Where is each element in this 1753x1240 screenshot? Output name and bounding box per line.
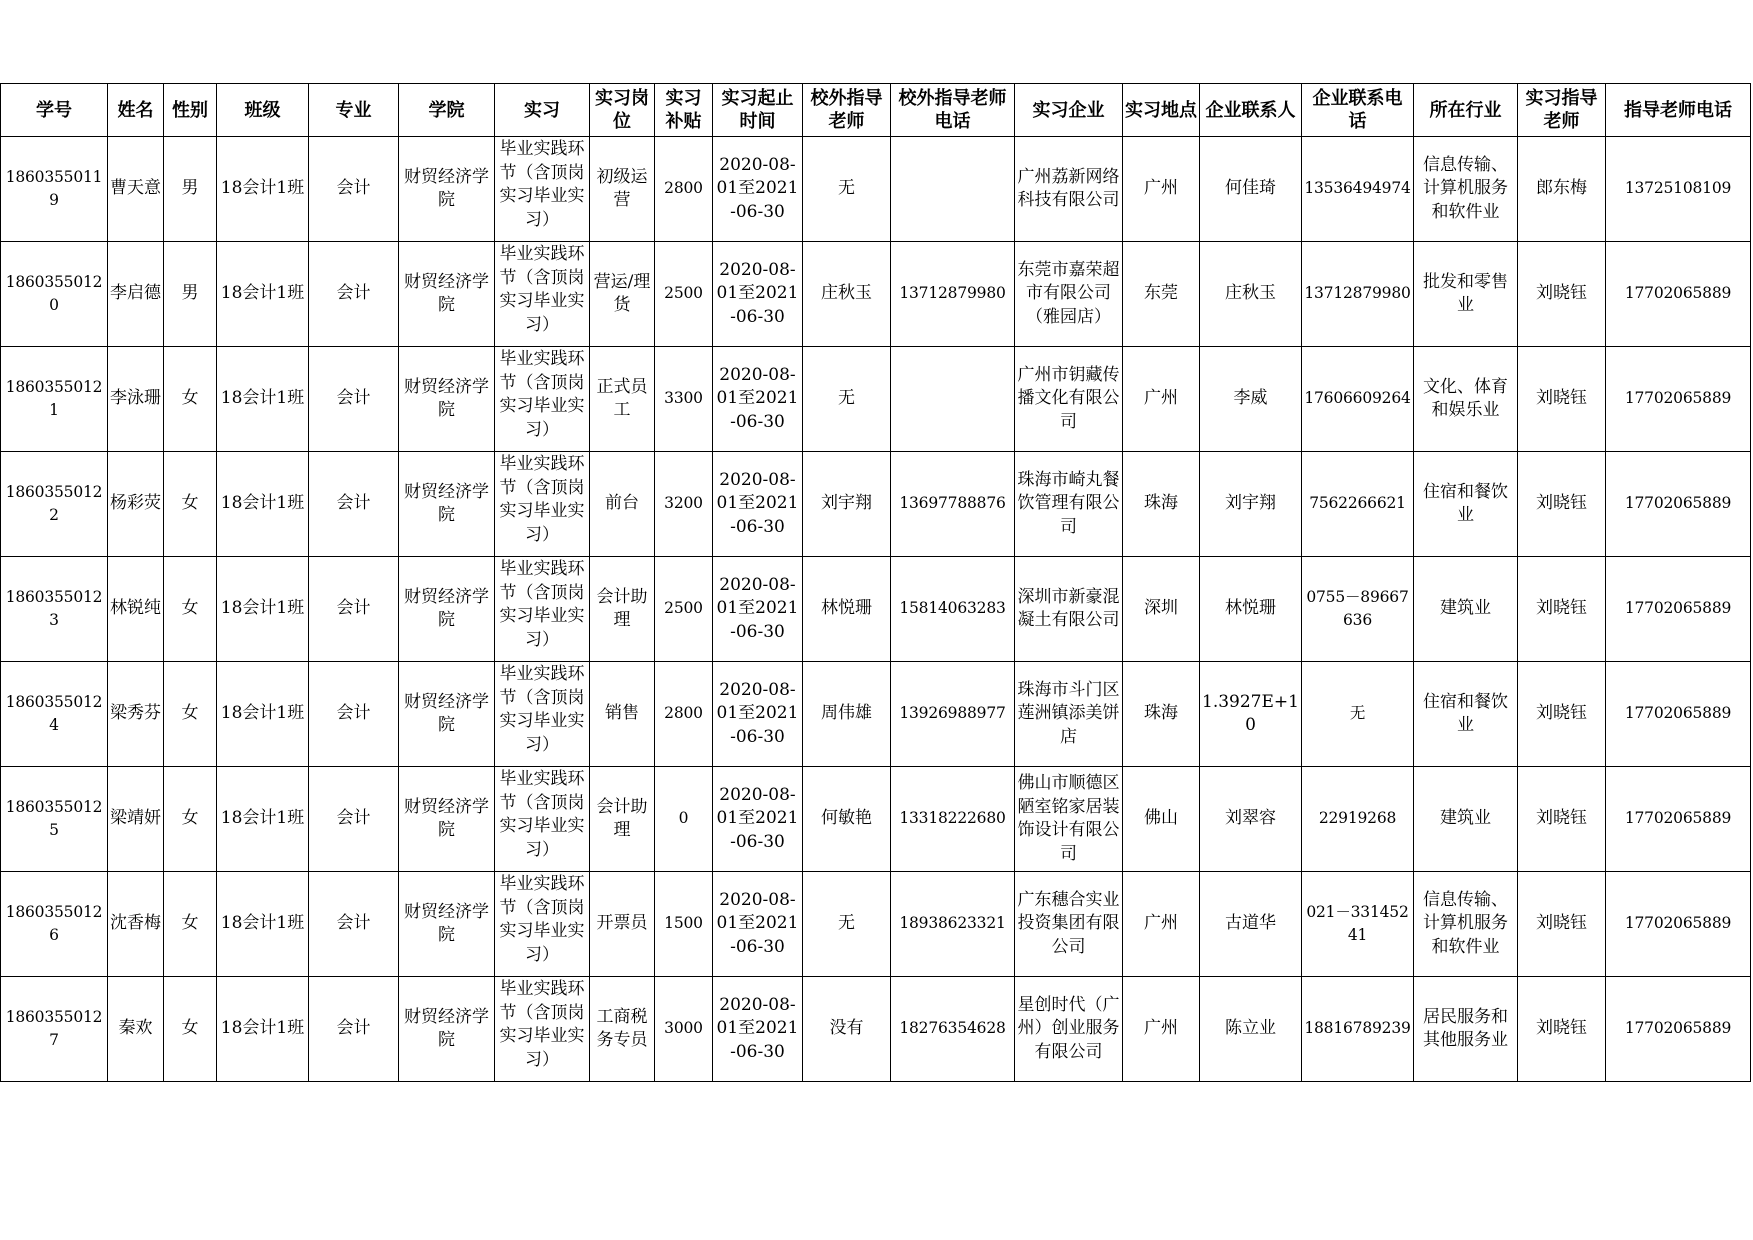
cell-instructor-phone: 17702065889 bbox=[1606, 242, 1751, 347]
cell-class: 18会计1班 bbox=[217, 452, 309, 557]
cell-subsidy: 2500 bbox=[655, 557, 713, 662]
cell-period: 2020-08-01至2021-06-30 bbox=[713, 767, 803, 872]
cell-internship-text: 毕业实践环节（含顶岗实习毕业实习） bbox=[499, 769, 585, 860]
header-location: 实习地点 bbox=[1123, 84, 1200, 137]
cell-internship-text: 毕业实践环节（含顶岗实习毕业实习） bbox=[499, 874, 585, 965]
cell-company-phone: 021－33145241 bbox=[1302, 872, 1414, 977]
cell-company-phone: 13536494974 bbox=[1302, 137, 1414, 242]
header-company: 实习企业 bbox=[1015, 84, 1123, 137]
table-row bbox=[1, 137, 1751, 242]
cell-location: 佛山 bbox=[1123, 767, 1200, 872]
cell-industry: 文化、体育和娱乐业 bbox=[1414, 347, 1518, 452]
cell-period: 2020-08-01至2021-06-30 bbox=[713, 872, 803, 977]
cell-subsidy: 2800 bbox=[655, 137, 713, 242]
cell-internship-text: 毕业实践环节（含顶岗实习毕业实习） bbox=[499, 349, 585, 440]
cell-company-phone: 22919268 bbox=[1302, 767, 1414, 872]
cell-college: 财贸经济学院 bbox=[399, 662, 495, 767]
cell-instructor-phone: 13725108109 bbox=[1606, 137, 1751, 242]
cell-name: 梁秀芬 bbox=[108, 662, 164, 767]
cell-industry: 建筑业 bbox=[1414, 557, 1518, 662]
cell-instructor-phone: 17702065889 bbox=[1606, 662, 1751, 767]
cell-student-id: 18603550127 bbox=[1, 977, 108, 1082]
cell-class: 18会计1班 bbox=[217, 662, 309, 767]
cell-major: 会计 bbox=[309, 242, 399, 347]
header-company-contact: 企业联系人 bbox=[1200, 84, 1302, 137]
cell-internship-text: 毕业实践环节（含顶岗实习毕业实习） bbox=[499, 559, 585, 650]
cell-internship bbox=[495, 452, 590, 557]
internship-table bbox=[0, 83, 1751, 1082]
cell-period: 2020-08-01至2021-06-30 bbox=[713, 242, 803, 347]
cell-instructor-phone: 17702065889 bbox=[1606, 557, 1751, 662]
cell-subsidy: 3300 bbox=[655, 347, 713, 452]
cell-company: 广东穗合实业投资集团有限公司 bbox=[1015, 872, 1123, 977]
cell-external-tutor: 周伟雄 bbox=[803, 662, 891, 767]
table-row bbox=[1, 872, 1751, 977]
header-gender: 性别 bbox=[164, 84, 217, 137]
cell-period: 2020-08-01至2021-06-30 bbox=[713, 662, 803, 767]
cell-period: 2020-08-01至2021-06-30 bbox=[713, 137, 803, 242]
cell-internship bbox=[495, 242, 590, 347]
cell-location: 珠海 bbox=[1123, 452, 1200, 557]
cell-industry: 住宿和餐饮业 bbox=[1414, 662, 1518, 767]
cell-industry: 住宿和餐饮业 bbox=[1414, 452, 1518, 557]
cell-internship bbox=[495, 977, 590, 1082]
table-row bbox=[1, 767, 1751, 872]
cell-college: 财贸经济学院 bbox=[399, 977, 495, 1082]
header-name: 姓名 bbox=[108, 84, 164, 137]
cell-college: 财贸经济学院 bbox=[399, 872, 495, 977]
cell-instructor: 郎东梅 bbox=[1518, 137, 1606, 242]
cell-name: 曹天意 bbox=[108, 137, 164, 242]
cell-college: 财贸经济学院 bbox=[399, 242, 495, 347]
cell-name: 沈香梅 bbox=[108, 872, 164, 977]
cell-class: 18会计1班 bbox=[217, 347, 309, 452]
cell-external-tutor-phone bbox=[891, 347, 1015, 452]
cell-company-phone: 无 bbox=[1302, 662, 1414, 767]
cell-class: 18会计1班 bbox=[217, 242, 309, 347]
cell-industry: 信息传输、计算机服务和软件业 bbox=[1414, 872, 1518, 977]
cell-major: 会计 bbox=[309, 662, 399, 767]
cell-instructor-phone: 17702065889 bbox=[1606, 977, 1751, 1082]
header-internship: 实习 bbox=[495, 84, 590, 137]
cell-internship bbox=[495, 347, 590, 452]
table-row bbox=[1, 347, 1751, 452]
cell-internship-text: 毕业实践环节（含顶岗实习毕业实习） bbox=[499, 139, 585, 230]
cell-company: 深圳市新豪混凝土有限公司 bbox=[1015, 557, 1123, 662]
cell-company: 广州市钥藏传播文化有限公司 bbox=[1015, 347, 1123, 452]
cell-external-tutor: 无 bbox=[803, 137, 891, 242]
cell-period: 2020-08-01至2021-06-30 bbox=[713, 557, 803, 662]
cell-location: 广州 bbox=[1123, 872, 1200, 977]
cell-subsidy: 3200 bbox=[655, 452, 713, 557]
cell-major: 会计 bbox=[309, 557, 399, 662]
cell-internship bbox=[495, 557, 590, 662]
cell-company-contact: 何佳琦 bbox=[1200, 137, 1302, 242]
cell-company: 珠海市崎丸餐饮管理有限公司 bbox=[1015, 452, 1123, 557]
cell-company-contact: 刘宇翔 bbox=[1200, 452, 1302, 557]
header-position: 实习岗位 bbox=[590, 84, 655, 137]
cell-company-contact: 古道华 bbox=[1200, 872, 1302, 977]
cell-external-tutor-phone: 18938623321 bbox=[891, 872, 1015, 977]
cell-instructor: 刘晓钰 bbox=[1518, 662, 1606, 767]
cell-company-phone: 18816789239 bbox=[1302, 977, 1414, 1082]
cell-company: 佛山市顺德区陋室铭家居装饰设计有限公司 bbox=[1015, 767, 1123, 872]
cell-gender: 女 bbox=[164, 872, 217, 977]
cell-location: 深圳 bbox=[1123, 557, 1200, 662]
cell-class: 18会计1班 bbox=[217, 977, 309, 1082]
cell-industry: 信息传输、计算机服务和软件业 bbox=[1414, 137, 1518, 242]
cell-period: 2020-08-01至2021-06-30 bbox=[713, 347, 803, 452]
cell-external-tutor: 无 bbox=[803, 872, 891, 977]
cell-period: 2020-08-01至2021-06-30 bbox=[713, 977, 803, 1082]
cell-external-tutor-phone: 18276354628 bbox=[891, 977, 1015, 1082]
cell-external-tutor: 刘宇翔 bbox=[803, 452, 891, 557]
cell-instructor: 刘晓钰 bbox=[1518, 872, 1606, 977]
cell-company-contact: 林悦珊 bbox=[1200, 557, 1302, 662]
cell-instructor: 刘晓钰 bbox=[1518, 767, 1606, 872]
cell-student-id: 18603550120 bbox=[1, 242, 108, 347]
cell-company-contact: 庄秋玉 bbox=[1200, 242, 1302, 347]
cell-position: 营运/理货 bbox=[590, 242, 655, 347]
cell-external-tutor-phone: 13926988977 bbox=[891, 662, 1015, 767]
cell-instructor-phone: 17702065889 bbox=[1606, 767, 1751, 872]
cell-industry: 建筑业 bbox=[1414, 767, 1518, 872]
cell-major: 会计 bbox=[309, 767, 399, 872]
header-instructor: 实习指导老师 bbox=[1518, 84, 1606, 137]
header-college: 学院 bbox=[399, 84, 495, 137]
cell-class: 18会计1班 bbox=[217, 767, 309, 872]
cell-period: 2020-08-01至2021-06-30 bbox=[713, 452, 803, 557]
cell-instructor: 刘晓钰 bbox=[1518, 347, 1606, 452]
cell-internship bbox=[495, 872, 590, 977]
cell-position: 正式员工 bbox=[590, 347, 655, 452]
header-industry: 所在行业 bbox=[1414, 84, 1518, 137]
cell-student-id: 18603550126 bbox=[1, 872, 108, 977]
cell-instructor: 刘晓钰 bbox=[1518, 977, 1606, 1082]
cell-college: 财贸经济学院 bbox=[399, 557, 495, 662]
cell-company-contact: 陈立业 bbox=[1200, 977, 1302, 1082]
cell-gender: 女 bbox=[164, 767, 217, 872]
cell-location: 珠海 bbox=[1123, 662, 1200, 767]
cell-internship bbox=[495, 137, 590, 242]
cell-student-id: 18603550119 bbox=[1, 137, 108, 242]
cell-class: 18会计1班 bbox=[217, 872, 309, 977]
cell-internship bbox=[495, 767, 590, 872]
cell-position: 会计助理 bbox=[590, 557, 655, 662]
cell-major: 会计 bbox=[309, 137, 399, 242]
cell-internship bbox=[495, 662, 590, 767]
header-row bbox=[1, 84, 1751, 137]
header-external-tutor-phone: 校外指导老师电话 bbox=[891, 84, 1015, 137]
cell-student-id: 18603550125 bbox=[1, 767, 108, 872]
cell-major: 会计 bbox=[309, 977, 399, 1082]
cell-location: 广州 bbox=[1123, 347, 1200, 452]
cell-external-tutor: 没有 bbox=[803, 977, 891, 1082]
cell-company: 星创时代（广州）创业服务有限公司 bbox=[1015, 977, 1123, 1082]
cell-instructor: 刘晓钰 bbox=[1518, 452, 1606, 557]
header-subsidy: 实习补贴 bbox=[655, 84, 713, 137]
cell-company: 东莞市嘉荣超市有限公司（雅园店） bbox=[1015, 242, 1123, 347]
cell-external-tutor-phone: 15814063283 bbox=[891, 557, 1015, 662]
cell-location: 广州 bbox=[1123, 977, 1200, 1082]
cell-internship-text: 毕业实践环节（含顶岗实习毕业实习） bbox=[499, 664, 585, 755]
cell-major: 会计 bbox=[309, 872, 399, 977]
cell-college: 财贸经济学院 bbox=[399, 452, 495, 557]
cell-student-id: 18603550121 bbox=[1, 347, 108, 452]
cell-external-tutor-phone: 13318222680 bbox=[891, 767, 1015, 872]
cell-major: 会计 bbox=[309, 347, 399, 452]
cell-college: 财贸经济学院 bbox=[399, 137, 495, 242]
cell-instructor-phone: 17702065889 bbox=[1606, 872, 1751, 977]
cell-industry: 批发和零售业 bbox=[1414, 242, 1518, 347]
cell-internship-text: 毕业实践环节（含顶岗实习毕业实习） bbox=[499, 454, 585, 545]
cell-major: 会计 bbox=[309, 452, 399, 557]
header-instructor-phone: 指导老师电话 bbox=[1606, 84, 1751, 137]
cell-subsidy: 3000 bbox=[655, 977, 713, 1082]
cell-name: 林锐纯 bbox=[108, 557, 164, 662]
cell-external-tutor: 庄秋玉 bbox=[803, 242, 891, 347]
header-major: 专业 bbox=[309, 84, 399, 137]
cell-company-contact: 李威 bbox=[1200, 347, 1302, 452]
cell-college: 财贸经济学院 bbox=[399, 347, 495, 452]
cell-gender: 女 bbox=[164, 452, 217, 557]
table-row bbox=[1, 242, 1751, 347]
cell-instructor: 刘晓钰 bbox=[1518, 242, 1606, 347]
cell-position: 前台 bbox=[590, 452, 655, 557]
cell-gender: 女 bbox=[164, 347, 217, 452]
table-row bbox=[1, 977, 1751, 1082]
cell-company-phone: 13712879980 bbox=[1302, 242, 1414, 347]
cell-subsidy: 0 bbox=[655, 767, 713, 872]
cell-student-id: 18603550122 bbox=[1, 452, 108, 557]
cell-position: 会计助理 bbox=[590, 767, 655, 872]
cell-gender: 女 bbox=[164, 662, 217, 767]
cell-company-phone: 0755－89667636 bbox=[1302, 557, 1414, 662]
cell-external-tutor: 无 bbox=[803, 347, 891, 452]
cell-name: 杨彩荧 bbox=[108, 452, 164, 557]
cell-subsidy: 2500 bbox=[655, 242, 713, 347]
cell-company-contact: 刘翠容 bbox=[1200, 767, 1302, 872]
cell-student-id: 18603550123 bbox=[1, 557, 108, 662]
cell-gender: 男 bbox=[164, 137, 217, 242]
cell-name: 李泳珊 bbox=[108, 347, 164, 452]
cell-company-contact: 1.3927E+10 bbox=[1200, 662, 1302, 767]
cell-external-tutor-phone bbox=[891, 137, 1015, 242]
cell-class: 18会计1班 bbox=[217, 557, 309, 662]
cell-student-id: 18603550124 bbox=[1, 662, 108, 767]
cell-position: 工商税务专员 bbox=[590, 977, 655, 1082]
cell-position: 销售 bbox=[590, 662, 655, 767]
cell-name: 秦欢 bbox=[108, 977, 164, 1082]
cell-class: 18会计1班 bbox=[217, 137, 309, 242]
cell-gender: 女 bbox=[164, 557, 217, 662]
header-company-phone: 企业联系电话 bbox=[1302, 84, 1414, 137]
cell-instructor-phone: 17702065889 bbox=[1606, 347, 1751, 452]
cell-external-tutor-phone: 13712879980 bbox=[891, 242, 1015, 347]
cell-company-phone: 7562266621 bbox=[1302, 452, 1414, 557]
cell-location: 东莞 bbox=[1123, 242, 1200, 347]
cell-location: 广州 bbox=[1123, 137, 1200, 242]
cell-external-tutor-phone: 13697788876 bbox=[891, 452, 1015, 557]
cell-instructor: 刘晓钰 bbox=[1518, 557, 1606, 662]
cell-company-phone: 17606609264 bbox=[1302, 347, 1414, 452]
cell-position: 开票员 bbox=[590, 872, 655, 977]
cell-company: 珠海市斗门区莲洲镇添美饼店 bbox=[1015, 662, 1123, 767]
cell-gender: 男 bbox=[164, 242, 217, 347]
cell-position: 初级运营 bbox=[590, 137, 655, 242]
table-body bbox=[1, 137, 1751, 1082]
table-row bbox=[1, 662, 1751, 767]
cell-subsidy: 1500 bbox=[655, 872, 713, 977]
cell-name: 梁靖妍 bbox=[108, 767, 164, 872]
cell-company: 广州荔新网络科技有限公司 bbox=[1015, 137, 1123, 242]
cell-college: 财贸经济学院 bbox=[399, 767, 495, 872]
cell-external-tutor: 何敏艳 bbox=[803, 767, 891, 872]
table-row bbox=[1, 452, 1751, 557]
cell-subsidy: 2800 bbox=[655, 662, 713, 767]
cell-gender: 女 bbox=[164, 977, 217, 1082]
internship-sheet bbox=[0, 83, 1751, 1082]
cell-name: 李启德 bbox=[108, 242, 164, 347]
header-student-id: 学号 bbox=[1, 84, 108, 137]
cell-industry: 居民服务和其他服务业 bbox=[1414, 977, 1518, 1082]
cell-internship-text: 毕业实践环节（含顶岗实习毕业实习） bbox=[499, 244, 585, 335]
table-row bbox=[1, 557, 1751, 662]
header-class: 班级 bbox=[217, 84, 309, 137]
cell-instructor-phone: 17702065889 bbox=[1606, 452, 1751, 557]
cell-internship-text: 毕业实践环节（含顶岗实习毕业实习） bbox=[499, 979, 585, 1070]
cell-external-tutor: 林悦珊 bbox=[803, 557, 891, 662]
header-external-tutor: 校外指导老师 bbox=[803, 84, 891, 137]
header-period: 实习起止时间 bbox=[713, 84, 803, 137]
